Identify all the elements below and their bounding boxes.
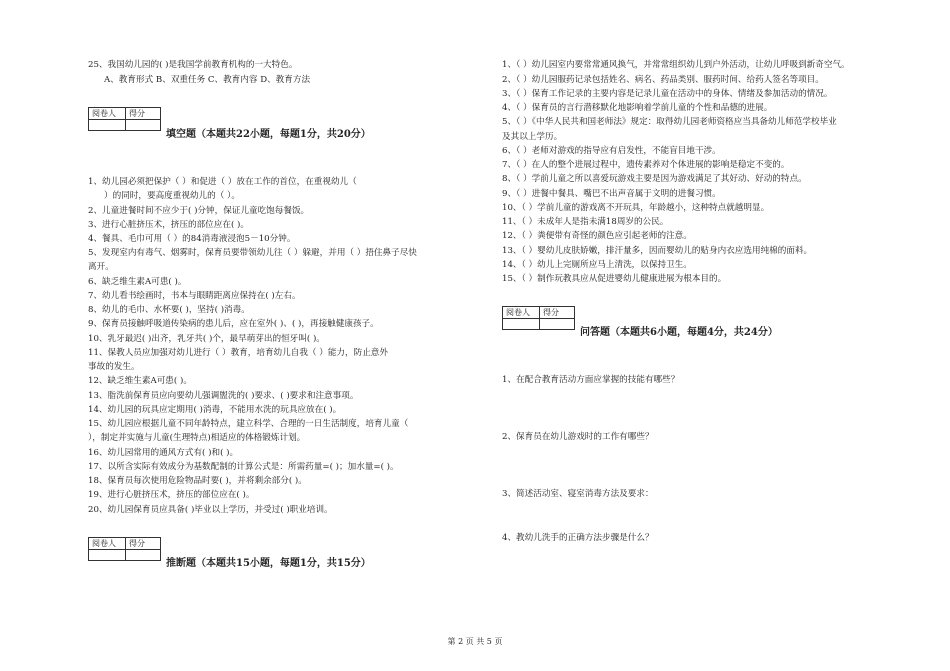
reviewer-label: 阅卷人: [503, 307, 540, 319]
fill-item: 14、幼儿园的玩具应定期用( )消毒，不能用水洗的玩具应放在( )。: [88, 405, 342, 415]
question-25-options: A、教育形式 B、双重任务 C、教育内容 D、教育方法: [104, 75, 311, 85]
fill-score-table: [88, 107, 161, 131]
fill-item: 20、幼儿园保育员应具备( )毕业以上学历，并受过( )职业培训。: [88, 505, 333, 515]
fill-item: 13、脂洗前保育员应向要幼儿强调盥洗的( )要求、( )要求和注意事项。: [88, 391, 359, 401]
judge-item: 6、（ ）老师对游戏的指导应有启发性，不能盲目地干涉。: [502, 146, 721, 156]
reviewer-label: 阅卷人: [89, 538, 126, 550]
qa-item: 2、保育员在幼儿游戏时的工作有哪些？: [502, 432, 654, 442]
qa-item: 3、简述活动室、寝室消毒方法及要求：: [502, 489, 654, 499]
fill-section-title: 填空题（本题共22小题，每题1分，共20分）: [166, 129, 371, 140]
score-label: 得分: [540, 307, 575, 319]
judge-item: 5、（ ）《中华人民共和国老师法》规定：取得幼儿园老师资格应当具备幼儿师范学校毕业: [502, 117, 837, 127]
fill-item: 10、乳牙最迟( )出齐，乳牙共( )个，最早萌芽出的恒牙叫( )。: [88, 334, 325, 344]
judge-item: 7、（ ）在人的整个进展过程中，遗传素养对个体进展的影响是稳定不变的。: [502, 160, 790, 170]
fill-item: 4、餐具、毛巾可用（ ）的84消毒液浸泡5－10分钟。: [88, 234, 296, 244]
qa-item: 1、在配合教育活动方面应掌握的技能有哪些？: [502, 375, 680, 385]
fill-item: 2、儿童进餐时间不应少于( )分钟，保证儿童吃饱每餐饭。: [88, 206, 310, 216]
fill-item: 7、幼儿看书绘画时，书本与眼睛距离应保持在( )左右。: [88, 291, 301, 301]
judge-item: 2、（ ）幼儿园服药记录包括姓名、病名、药品类别、服药时间、给药人签名等项目。: [502, 75, 824, 85]
fill-item: 19、进行心脏挤压术，挤压的部位应在( )。: [88, 490, 255, 500]
fill-item: 15、幼儿园应根据儿童不同年龄特点，建立科学、合理的一日生活制度，培育儿童（: [88, 419, 409, 429]
fill-item: 离开。: [88, 262, 114, 272]
fill-item: 11、保教人员应加强对幼儿进行（ ）教育，培育幼儿自我（ ）能力，防止意外: [88, 348, 388, 358]
fill-item: 6、缺乏维生素A可患( )。: [88, 277, 187, 287]
judge-item: 15、（ ）制作玩教具应从促进婴幼儿健康进展为根本目的。: [502, 274, 727, 284]
judge-item: 10、（ ）学前儿童的游戏离不开玩具，年龄越小，这种特点就越明显。: [502, 203, 770, 213]
fill-item: 1、幼儿园必须把保护（ ）和促进（ ）放在工作的首位，在重视幼儿（: [88, 177, 357, 187]
score-label: 得分: [126, 538, 161, 550]
reviewer-cell[interactable]: [503, 319, 540, 330]
qa-section-title: 问答题（本题共6小题，每题4分，共24分）: [580, 327, 778, 338]
score-cell[interactable]: [540, 319, 575, 330]
reviewer-cell[interactable]: [89, 120, 126, 131]
fill-item: 3、进行心脏挤压术，挤压的部位应在( )。: [88, 220, 249, 230]
judge-item: 及其以上学历。: [502, 132, 563, 142]
fill-item: 16、幼儿园常用的通风方式有( )和( )。: [88, 448, 239, 458]
page-footer: 第 2 页 共 5 页: [447, 637, 503, 646]
fill-item: ）的同时，要高度重视幼儿的（ ）。: [104, 191, 240, 201]
judge-item: 13、（ ）婴幼儿皮肤娇嫩，排汗量多，因而婴幼儿的贴身内衣应选用纯棉的面料。: [502, 246, 813, 256]
question-25-stem: 25、我国幼儿园的( )是我国学前教育机构的一大特色。: [88, 60, 298, 70]
fill-item: 事故的发生。: [88, 362, 140, 372]
reviewer-cell[interactable]: [89, 550, 126, 561]
fill-item: 18、保育员每次使用危险物品时要( )，并将剩余部分( )。: [88, 476, 307, 486]
score-label: 得分: [126, 108, 161, 120]
judge-item: 1、（ ）幼儿园室内要常常通风换气，并常常组织幼儿到户外活动，让幼儿呼吸到新奇空气。: [502, 60, 850, 70]
fill-item: 17、以所含实际有效成分为基数配制的计算公式是：所需药量=( )；加水量=( )。: [88, 462, 399, 472]
qa-score-table: [502, 306, 575, 330]
judge-item: 11、（ ）未成年人是指未满18周岁的公民。: [502, 217, 669, 227]
judge-section-title: 推断题（本题共15小题，每题1分，共15分）: [166, 558, 371, 569]
score-cell[interactable]: [126, 550, 161, 561]
qa-item: 4、教幼儿洗手的正确方法步骤是什么？: [502, 533, 654, 543]
reviewer-label: 阅卷人: [89, 108, 126, 120]
fill-item: 9、保育员接触呼吸道传染病的患儿后，应在室外( )、( )，再接触健康孩子。: [88, 319, 379, 329]
judge-item: 3、（ ）保育工作记录的主要内容是记录儿童在活动中的身体、情绪及参加活动的情况。: [502, 89, 833, 99]
judge-item: 4、（ ）保育员的言行潜移默化地影响着学前儿童的个性和品德的进展。: [502, 103, 773, 113]
score-cell[interactable]: [126, 120, 161, 131]
judge-item: 14、（ ）幼儿上完厕所应马上清洗，以保持卫生。: [502, 260, 692, 270]
fill-item: 8、幼儿的毛巾、水杯要( )，坚持( )消毒。: [88, 305, 250, 315]
fill-item: 12、缺乏维生素A可患( )。: [88, 376, 192, 386]
judge-item: 8、（ ）学前儿童之所以喜爱玩游戏主要是因为游戏满足了其好动、好动的特点。: [502, 174, 807, 184]
judge-item: 9、（ ）进餐中餐具、嘴巴不出声音属于文明的进餐习惯。: [502, 189, 721, 199]
fill-item: ），制定并实施与儿童(生理特点)相适应的体格锻炼计划。: [88, 433, 306, 443]
judge-item: 12、（ ）粪便带有奇怪的颜色应引起老师的注意。: [502, 231, 692, 241]
judge-score-table: [88, 537, 161, 561]
fill-item: 5、发现室内有毒气、烟雾时，保育员要带领幼儿往（ ）躲避，并用（ ）捂住鼻子尽快: [88, 248, 417, 258]
